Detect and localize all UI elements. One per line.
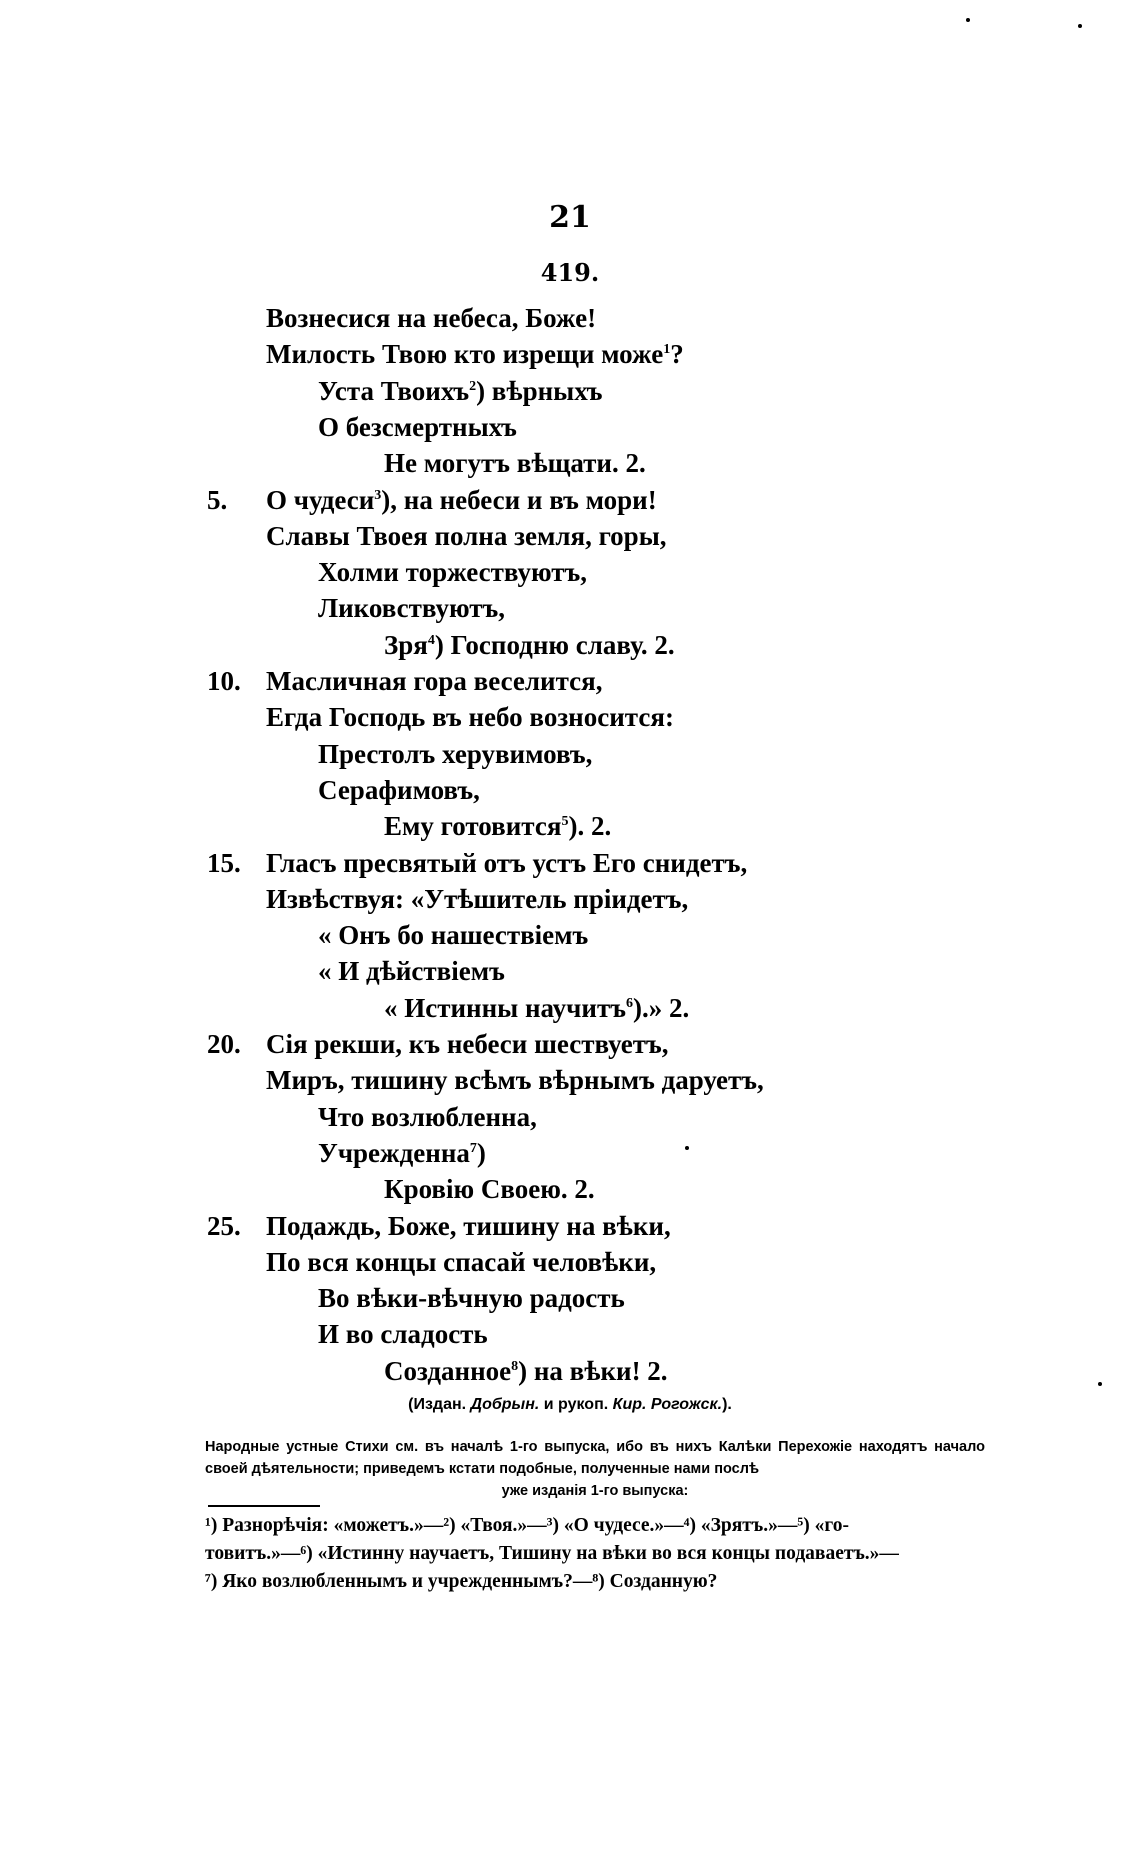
source-suffix: ).: [722, 1396, 732, 1413]
verse-text: Гласъ пресвятый отъ устъ Его снидетъ,: [266, 847, 748, 878]
verse-line: [266, 1026, 669, 1062]
verse-line: [318, 1099, 537, 1135]
verse-text: Масличная гора веселится,: [266, 666, 603, 696]
footnote-marker: 8: [511, 1358, 519, 1374]
verse-text: Что возлюбленна,: [318, 1101, 537, 1132]
verse-text: Холми торжествуютъ,: [318, 557, 588, 588]
verse-text: О безсмертныхъ: [318, 411, 517, 442]
verse-line: [266, 1062, 764, 1098]
footnote-marker: 1: [663, 342, 671, 358]
editor-note-last-line: уже изданія 1-го выпуска:: [501, 1483, 689, 1499]
scan-speck: [1098, 1382, 1102, 1386]
verse-line: [318, 373, 602, 409]
verse-line: [318, 1135, 486, 1171]
verse-text: Егда Господь въ небо возносится:: [266, 702, 674, 733]
footnote-marker: 5: [561, 814, 569, 830]
verse-text: Учрежденна: [318, 1137, 470, 1168]
verse-line: [266, 336, 684, 372]
footnote-marker: 2: [469, 378, 477, 394]
verse-line: [318, 953, 505, 989]
verse-text: Во вѣки-вѣчную радость: [318, 1283, 625, 1314]
verse-line: [318, 917, 588, 953]
footnotes: [205, 1512, 985, 1596]
verse-line: [266, 663, 603, 699]
verse-text: О чудеси: [266, 484, 375, 515]
verse-line: [266, 1208, 671, 1244]
verse-line: [384, 990, 689, 1026]
verse-text: « И дѣйствіемъ: [318, 956, 505, 987]
verse-text-after-note: ) на вѣки! 2.: [518, 1355, 668, 1386]
verse-text: « Истинны научитъ: [384, 992, 626, 1023]
footnote-marker: 3: [374, 487, 382, 503]
verse-line: [384, 627, 675, 663]
footnote-marker: 7: [469, 1140, 477, 1156]
verse-text: Серафимовъ,: [318, 774, 480, 805]
verse-text: Сія рекши, къ небеси шествуетъ,: [266, 1029, 669, 1059]
verse-line: [266, 845, 747, 881]
verse-text-after-note: ): [476, 1137, 486, 1168]
verse-text: Не могутъ вѣщати. 2.: [384, 448, 646, 479]
verse-line: [266, 518, 667, 554]
verse-text-after-note: ) Господню славу. 2.: [434, 629, 675, 660]
verse-text: Уста Твоихъ: [318, 375, 470, 406]
verse-text: Подаждь, Боже, тишину на вѣки,: [266, 1210, 671, 1241]
verse-text: По вся концы спасай человѣки,: [266, 1246, 657, 1277]
page-number: 21: [549, 200, 591, 235]
verse-text-after-note: ), на небеси и въ мори!: [381, 484, 657, 515]
verse-line: [318, 409, 517, 445]
line-number: 10.: [207, 666, 241, 696]
verse-text: Зря: [384, 629, 428, 660]
verse-line: [266, 482, 657, 518]
verse-line: [318, 590, 505, 626]
verse-text: « Онъ бо нашествіемъ: [318, 920, 589, 951]
line-number: 20.: [207, 1029, 241, 1059]
footnote-line: товитъ.»—⁶) «Истинну научаетъ, Тишину на вѣки во вся концы подаваетъ.»—: [205, 1543, 899, 1564]
scan-speck: [1078, 24, 1082, 28]
verse-line: [384, 1171, 595, 1207]
verse-text-after-note: ). 2.: [568, 811, 612, 842]
line-number: 25.: [207, 1210, 241, 1241]
verse-text: Ему готовится: [384, 811, 562, 842]
verse-line: [318, 736, 592, 772]
verse-text: Созданное: [384, 1355, 512, 1386]
verse-line: [266, 300, 596, 336]
verse-text: Славы Твоея полна земля, горы,: [266, 520, 667, 551]
source-mid: и рукоп.: [543, 1396, 609, 1413]
verse-text: Престолъ херувимовъ,: [318, 738, 593, 769]
verse-line: [266, 881, 688, 917]
verse-line: [318, 772, 480, 808]
verse-text: Миръ, тишину всѣмъ вѣрнымъ даруетъ,: [266, 1065, 764, 1096]
footnote-line: ⁷) Яко возлюбленнымъ и учрежденнымъ?—⁸) Созданную?: [205, 1571, 718, 1592]
poem-number: 419.: [540, 258, 600, 287]
verse-text-after-note: ).» 2.: [632, 992, 690, 1023]
verse-text: И во сладость: [318, 1319, 488, 1350]
source-citation: [0, 1396, 1140, 1414]
verse-text-after-note: ?: [670, 339, 684, 370]
editor-note: Народные устные Стихи см. въ началѣ 1-го выпуска, ибо въ нихъ Калѣки Перехожіе находятъ начало своей дѣятельности; приведемъ кстати подобные, полученные нами послѣ: [205, 1439, 985, 1477]
footnote-marker: 4: [427, 632, 435, 648]
footnote-line: ¹) Разнорѣчія: «можетъ.»—²) «Твоя.»—³) «О чудесе.»—⁴) «Зрятъ.»—⁵) «го-: [205, 1515, 849, 1536]
verse-line: [384, 1353, 668, 1389]
line-number: 15.: [207, 847, 241, 878]
line-number: 5.: [207, 484, 228, 515]
verse-text: Кровію Своею. 2.: [384, 1174, 595, 1205]
scan-speck: [966, 18, 970, 22]
verse-text: Вознесися на небеса, Боже!: [266, 303, 597, 333]
source-name-rogozhsk: Кир. Рогожск.: [612, 1396, 723, 1413]
source-prefix: (Издан.: [408, 1396, 467, 1413]
verse-text: Милость Твою кто изрещи може: [266, 339, 664, 370]
verse-line: [384, 445, 646, 481]
verse-line: [318, 1280, 625, 1316]
verse-line: [318, 1316, 488, 1352]
verse-text: Ликовствуютъ,: [318, 593, 506, 624]
scan-speck: [685, 1146, 689, 1150]
verse-line: [266, 699, 674, 735]
source-name-dobryn: Добрын.: [470, 1396, 540, 1413]
verse-text-after-note: ) вѣрныхъ: [476, 375, 603, 406]
verse-line: [318, 554, 587, 590]
footnote-marker: 6: [625, 995, 633, 1011]
verse-line: [266, 1244, 656, 1280]
footnote-divider: [208, 1505, 320, 1507]
verse-text: Извѣствуя: «Утѣшитель пріидетъ,: [266, 883, 689, 914]
verse-line: [384, 808, 611, 844]
